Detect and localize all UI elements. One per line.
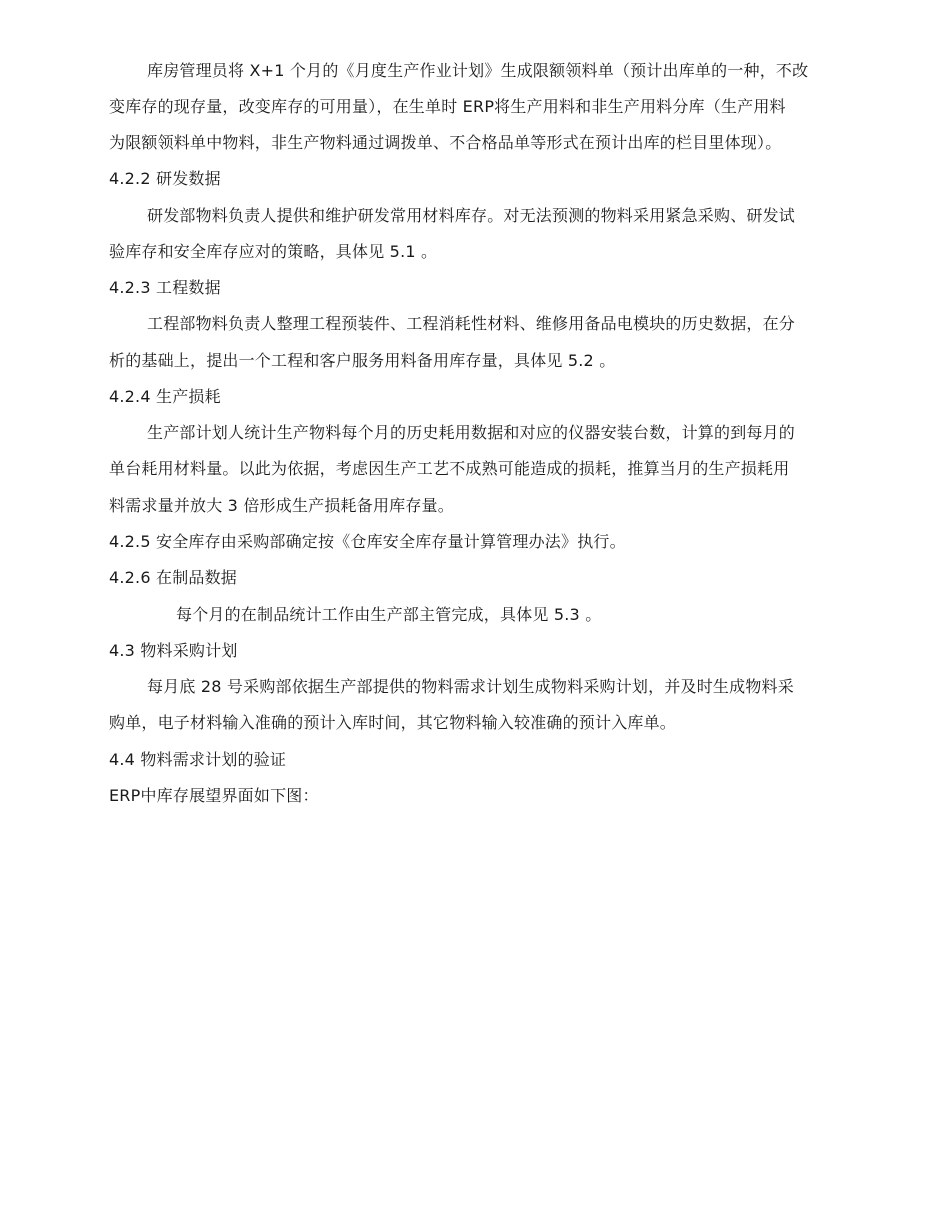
paragraph-line: 析的基础上，提出一个工程和客户服务用料备用库存量，具体见 5.2 。 (109, 351, 616, 370)
paragraph-line: 为限额领料单中物料，非生产物料通过调拨单、不合格品单等形式在预计出库的栏目里体现）。 (109, 133, 782, 152)
paragraph-line: 每月底 28 号采购部依据生产部提供的物料需求计划生成物料采购计划，并及时生成物料采 (147, 677, 794, 696)
paragraph-line: 研发部物料负责人提供和维护研发常用材料库存。对无法预测的物料采用紧急采购、研发试 (147, 206, 796, 225)
section-heading: 4.4 物料需求计划的验证 (109, 750, 287, 769)
paragraph-line: 购单，电子材料输入准确的预计入库时间，其它物料输入较准确的预计入库单。 (109, 713, 677, 732)
paragraph-line: 变库存的现存量，改变库存的可用量），在生单时 ERP将生产用料和非生产用料分库（生产用料 (109, 97, 786, 116)
section-heading: 4.2.3 工程数据 (109, 278, 221, 297)
paragraph-line: 每个月的在制品统计工作由生产部主管完成，具体见 5.3 。 (176, 605, 602, 624)
section-heading: 4.2.2 研发数据 (109, 169, 221, 188)
section-heading: 4.2.5 安全库存由采购部确定按《仓库安全库存量计算管理办法》执行。 (109, 532, 626, 551)
paragraph-line: ERP中库存展望界面如下图： (109, 786, 319, 805)
paragraph-line: 工程部物料负责人整理工程预装件、工程消耗性材料、维修用备品电模块的历史数据，在分 (147, 314, 796, 333)
section-heading: 4.2.6 在制品数据 (109, 568, 237, 587)
paragraph-line: 料需求量并放大 3 倍形成生产损耗备用库存量。 (109, 496, 454, 515)
paragraph-line: 单台耗用材料量。以此为依据，考虑因生产工艺不成熟可能造成的损耗，推算当月的生产损耗用 (109, 459, 790, 478)
section-heading: 4.3 物料采购计划 (109, 641, 238, 660)
paragraph-line: 验库存和安全库存应对的策略，具体见 5.1 。 (109, 242, 438, 261)
paragraph-line: 库房管理员将 X+1 个月的《月度生产作业计划》生成限额领料单（预计出库单的一种，不改 (147, 61, 809, 80)
paragraph-line: 生产部计划人统计生产物料每个月的历史耗用数据和对应的仪器安装台数，计算的到每月的 (147, 423, 796, 442)
section-heading: 4.2.4 生产损耗 (109, 387, 221, 406)
